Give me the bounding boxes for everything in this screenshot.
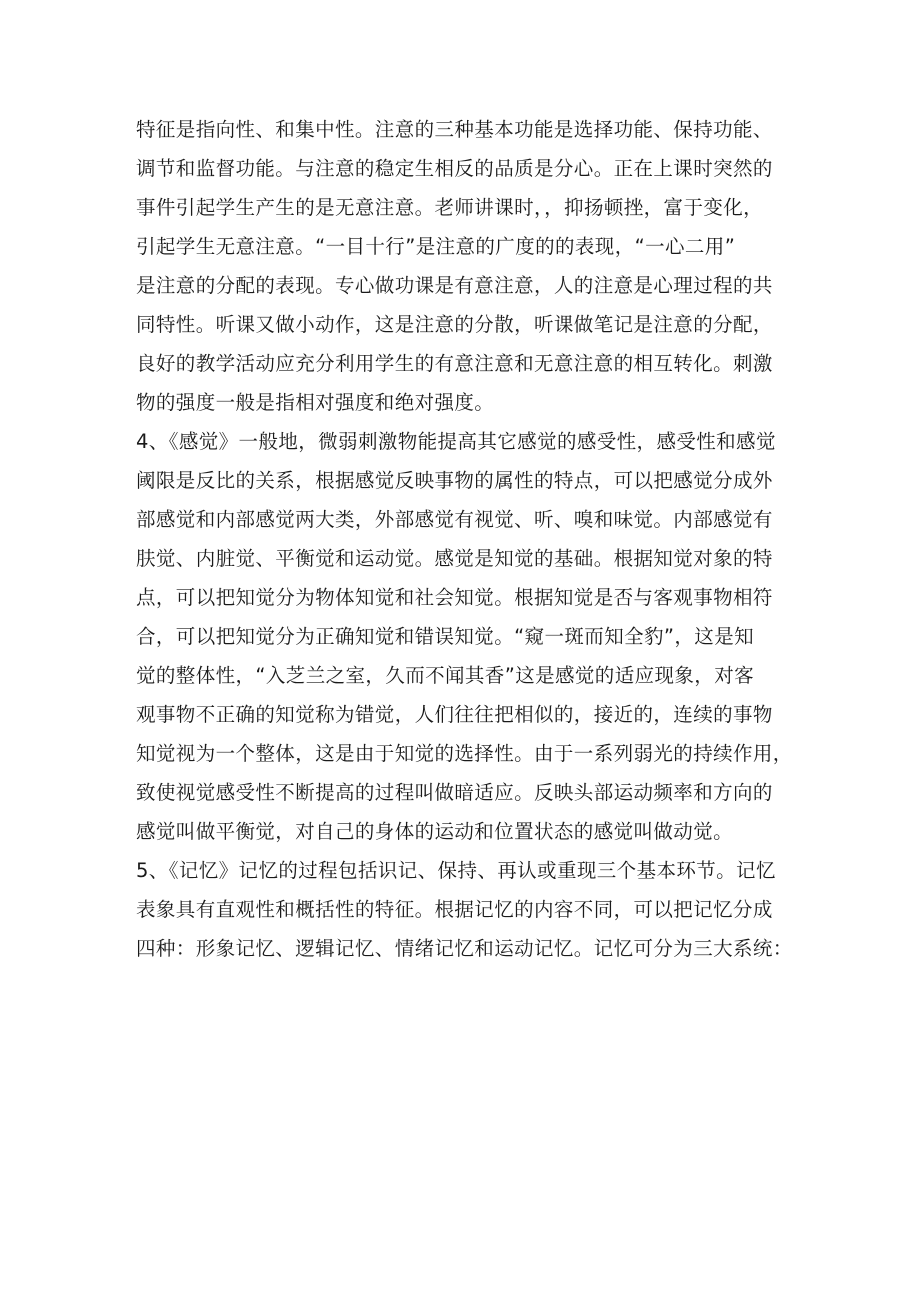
section-heading-line: 4、《感觉》一般地，微弱刺激物能提高其它感觉的感受性，感受性和感觉 — [136, 430, 776, 453]
text-line: 是注意的分配的表现。专心做功课是有意注意，人的注意是心理过程的共 — [136, 274, 773, 297]
text-line: 观事物不正确的知觉称为错觉，人们往往把相似的，接近的，连续的事物 — [136, 703, 773, 726]
text-line: 感觉叫做平衡觉，对自己的身体的运动和位置状态的感觉叫做动觉。 — [136, 820, 734, 843]
text-line: 肤觉、内脏觉、平衡觉和运动觉。感觉是知觉的基础。根据知觉对象的特 — [136, 547, 773, 570]
body-text — [136, 110, 796, 968]
text-line: 点，可以把知觉分为物体知觉和社会知觉。根据知觉是否与客观事物相符 — [136, 586, 773, 609]
text-line: 四种：形象记忆、逻辑记忆、情绪记忆和运动记忆。记忆可分为三大系统： — [136, 937, 793, 960]
text-line: 物的强度一般是指相对强度和绝对强度。 — [136, 391, 495, 414]
text-line: 阈限是反比的关系，根据感觉反映事物的属性的特点，可以把感觉分成外 — [136, 469, 773, 492]
text-line: 同特性。听课又做小动作，这是注意的分散，听课做笔记是注意的分配， — [136, 313, 773, 336]
text-line: 引起学生无意注意。“一目十行”是注意的广度的的表现，“一心二用” — [136, 235, 736, 258]
text-line: 合，可以把知觉分为正确知觉和错误知觉。“窥一斑而知全豹”，这是知 — [136, 625, 755, 648]
text-line: 部感觉和内部感觉两大类，外部感觉有视觉、听、嗅和味觉。内部感觉有 — [136, 508, 773, 531]
text-line: 致使视觉感受性不断提高的过程叫做暗适应。反映头部运动频率和方向的 — [136, 781, 773, 804]
text-line: 特征是指向性、和集中性。注意的三种基本功能是选择功能、保持功能、 — [136, 118, 773, 141]
text-line: 觉的整体性，“入芝兰之室，久而不闻其香”这是感觉的适应现象，对客 — [136, 664, 755, 687]
text-line: 事件引起学生产生的是无意注意。老师讲课时，，抑扬顿挫，富于变化， — [136, 196, 764, 219]
text-line: 表象具有直观性和概括性的特征。根据记忆的内容不同，可以把记忆分成 — [136, 898, 773, 921]
section-heading-line: 5、《记忆》记忆的过程包括识记、保持、再认或重现三个基本环节。记忆 — [136, 859, 776, 882]
text-line: 知觉视为一个整体，这是由于知觉的选择性。由于一系列弱光的持续作用， — [136, 742, 793, 765]
text-line: 良好的教学活动应充分利用学生的有意注意和无意注意的相互转化。刺激 — [136, 352, 773, 375]
text-line: 调节和监督功能。与注意的稳定生相反的品质是分心。正在上课时突然的 — [136, 157, 773, 180]
